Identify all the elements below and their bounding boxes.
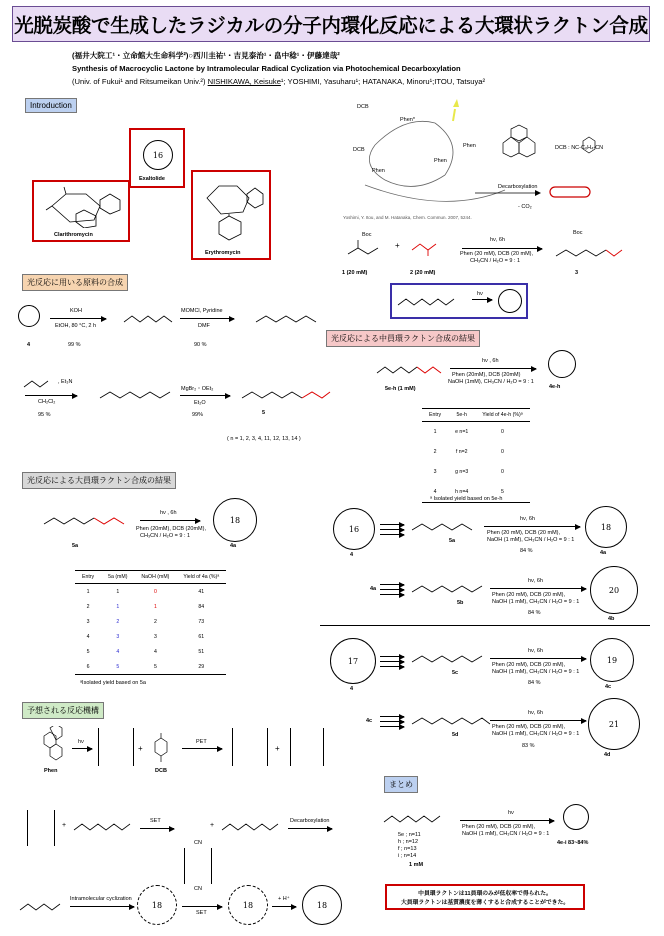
lactone-4-ring	[18, 305, 40, 327]
series2-cond1: Phen (20 mM), DCB (20 mM),	[492, 592, 566, 598]
medium-cond1: Phen (20mM), DCB (20mM)	[452, 372, 521, 378]
mech-decarboxylation: Decarboxylation	[290, 818, 330, 824]
dcb-radical-anion-bracket	[290, 728, 324, 766]
compound-2: 2 (20 mM)	[410, 270, 436, 276]
series1-prod-label: 4a	[600, 550, 607, 556]
cell: 84	[198, 603, 205, 610]
poster-title: 光脱炭酸で生成したラジカルの分子内環化反応による大環状ラクトン合成	[12, 6, 650, 42]
koh-reagent: KOH	[70, 308, 82, 314]
presenter-name: NISHIKAWA, Keisuke	[207, 77, 281, 86]
medium-col-entry: Entry	[422, 409, 448, 422]
concept-arrow	[472, 299, 492, 300]
series3-sub-label: 5c	[452, 670, 459, 676]
boc-label-1: Boc	[362, 232, 372, 238]
large-col-yield: Yield of 4a (%)ᵃ	[176, 571, 226, 584]
cell: 1	[116, 588, 120, 595]
series1-start-ring: 16	[333, 508, 375, 550]
et3n-reagent: , Et₃N	[58, 379, 73, 385]
table-row	[422, 422, 530, 443]
mech-phen-label: Phen	[44, 768, 58, 774]
series3-start-label: 4	[350, 686, 354, 692]
cell: 4	[86, 633, 90, 640]
reference: Yoshimi, Y. Itou, and M. Hatanaka, Chem. Commun. 2007, 5244.	[343, 215, 472, 220]
reaction-plus: +	[395, 241, 400, 250]
series2-substrate	[408, 576, 488, 600]
summary-cond1: Phen (20 mM), DCB (20 mM),	[462, 824, 536, 830]
mom-arrow	[180, 318, 234, 319]
medium-reaction-arrow	[450, 368, 536, 369]
cycle-co2: - CO₂	[518, 204, 532, 210]
summary-product-label: 4e-i 83~84%	[557, 840, 589, 846]
concept-ring	[498, 289, 522, 313]
series4-product-ring: 21	[588, 698, 640, 750]
series1-cond1: Phen (20 mM), DCB (20 mM),	[487, 530, 561, 536]
cell: 5	[475, 482, 529, 503]
product-3-structure	[552, 234, 642, 264]
large-hv: hν , 6h	[160, 510, 177, 516]
erythromycin-structure	[201, 178, 265, 244]
section-materials: 光反応に用いる原料の合成	[22, 274, 128, 291]
mech-set2-arrow	[182, 906, 222, 907]
mech-set: SET	[150, 818, 161, 824]
mech-carboxylate	[70, 818, 138, 838]
cell: e n=1	[455, 429, 469, 435]
boc-cond2: CH₃CN / H₂O = 9 : 1	[470, 258, 521, 264]
summary-sub-f: f ; n=13	[398, 846, 417, 852]
series1-sub-label: 5a	[449, 538, 456, 544]
mech-cn-bottom: CN	[194, 886, 202, 892]
yield-step3: 95 %	[38, 412, 51, 418]
mgbr-reagent: MgBr₂・OEt₂	[181, 386, 214, 392]
series2-hv: hν, 6h	[528, 578, 543, 584]
cell: 0	[500, 469, 504, 475]
series4-start-label: 4c	[366, 718, 373, 724]
dcb-anion-bracket-2	[184, 848, 212, 884]
series2-arrow-c	[380, 594, 404, 595]
momcl-reagent: MOMCl, Pyridine	[181, 308, 223, 314]
series4-arrow-b	[380, 721, 404, 722]
medium-ring-table	[422, 408, 530, 503]
boc-label-2: Boc	[573, 230, 583, 236]
exaltolide-ring: 16	[143, 140, 173, 170]
medium-col-yield: Yield of 4e-h (%)ᵃ	[475, 409, 529, 422]
materials-compound-5: 5	[262, 410, 266, 416]
phen-cation-bracket-2	[27, 810, 55, 846]
series2-main-arrow	[490, 588, 586, 589]
phen-radical-cation-bracket	[232, 728, 268, 766]
series2-start-label: 4a	[370, 586, 377, 592]
mech-plus-2: +	[275, 744, 280, 753]
conclusion-box	[385, 884, 585, 910]
n-values: ( n = 1, 2, 3, 4, 11, 12, 13, 14 )	[227, 436, 301, 442]
medium-substrate-label: 5e-h (1 mM)	[385, 386, 416, 392]
summary-hv: hν	[508, 810, 514, 816]
cell: 5	[101, 659, 134, 675]
cell: 5	[134, 659, 176, 675]
deprotection-arrow	[180, 395, 230, 396]
series1-yield: 84 %	[520, 548, 533, 554]
cell: 2	[86, 603, 90, 610]
large-ring-table	[75, 570, 226, 675]
large-col-5a: 5a (mM)	[101, 571, 134, 584]
mech-plus-3: +	[62, 822, 67, 829]
mech-set-arrow	[140, 828, 174, 829]
yield-step2: 90 %	[194, 342, 207, 348]
series3-prod-label: 4c	[605, 684, 612, 690]
cycle-phen-star: Phen*	[400, 117, 415, 123]
series-divider	[320, 625, 650, 626]
cycle-dcb-top: DCB	[357, 104, 369, 110]
series4-prod-label: 4d	[604, 752, 611, 758]
table-row	[75, 644, 226, 659]
mech-plus-1: +	[138, 744, 143, 753]
english-title: Synthesis of Macrocyclic Lactone by Intramolecular Radical Cyclization via Photochemical Decarboxylation	[72, 64, 461, 73]
hydroxy-acid-structure	[114, 308, 180, 328]
mech-cn-top: CN	[194, 840, 202, 846]
dcb-molecule	[150, 732, 172, 764]
erythromycin-label: Erythromycin	[205, 250, 241, 256]
large-reaction-arrow	[140, 520, 200, 521]
table-row	[75, 659, 226, 675]
summary-substrate	[382, 808, 452, 830]
series2-cond2: NaOH (1 mM), CH₃CN / H₂O = 9 : 1	[492, 599, 580, 605]
series4-sub-label: 5d	[452, 732, 459, 738]
section-introduction: Introduction	[25, 98, 77, 113]
series4-substrate	[408, 708, 492, 732]
series1-arrow-c	[380, 534, 404, 535]
series3-product-ring: 19	[590, 638, 634, 682]
conclusion-line-2: 大員環ラクトンは基質濃度を薄くすると合成することができた。	[400, 900, 570, 906]
excited-phen-bracket	[98, 728, 134, 766]
compound-3: 3	[575, 270, 579, 276]
mech-cyclization-arrow	[70, 906, 134, 907]
medium-cond2: NaOH (1mM), CH₃CN / H₂O = 9 : 1	[448, 379, 534, 385]
affiliation: (Univ. of Fukui¹ and Ritsumeikan Univ.²)	[72, 77, 206, 86]
mech-alkyl-radical	[18, 900, 68, 916]
table-row	[422, 442, 530, 462]
series3-arrow-a	[380, 656, 404, 657]
mech-hv-arrow	[72, 748, 92, 749]
mech-proton-arrow	[272, 906, 296, 907]
et2o-solvent: Et₂O	[194, 400, 206, 406]
boc-cond1: Phen (20 mM), DCB (20 mM),	[460, 251, 534, 257]
conclusion-line-1: 中員環ラクトンは11員環のみが低収率で得られた。	[418, 891, 552, 897]
cell: 5	[86, 648, 90, 655]
series2-product-ring: 20	[590, 566, 638, 614]
cell: 3	[116, 633, 120, 640]
cell: g n=3	[455, 469, 469, 475]
author-block	[72, 49, 485, 88]
boc-reaction-arrow	[462, 248, 542, 249]
summary-sub-h: h ; n=12	[398, 839, 419, 845]
large-cond2: CH₃CN / H₂O = 9 : 1	[140, 533, 191, 539]
koh-conditions: EtOH, 80 °C, 2 h	[55, 323, 97, 329]
cell: 41	[198, 588, 205, 595]
medium-product-label: 4e-h	[549, 384, 561, 390]
cell: 61	[198, 633, 205, 640]
section-summary: まとめ	[384, 776, 418, 793]
mech-pet-arrow	[182, 748, 222, 749]
series1-substrate	[408, 514, 478, 538]
cell: 3	[153, 633, 157, 640]
cell: 1	[86, 588, 90, 595]
series4-cond1: Phen (20 mM), DCB (20 mM),	[492, 724, 566, 730]
concept-hv: hν	[477, 291, 483, 297]
series2-arrow-b	[380, 589, 404, 590]
cell: 6	[75, 659, 101, 675]
mech-product-ring: 18	[302, 885, 342, 925]
large-footnote: ᵃIsolated yield based on 5a	[80, 680, 146, 686]
large-product-ring: 18	[213, 498, 257, 542]
acryloyl-chloride	[20, 375, 60, 393]
concept-box	[390, 283, 528, 319]
exaltolide-label: Exaltolide	[139, 176, 165, 182]
summary-concentration: 1 mM	[409, 862, 424, 868]
dmf-solvent: DMF	[198, 323, 210, 329]
series4-hv: hν, 6h	[528, 710, 543, 716]
clarithromycin-structure	[44, 186, 122, 228]
acrylate-ester-structure	[90, 384, 186, 404]
series2-yield: 84 %	[528, 610, 541, 616]
cell: 1	[116, 603, 120, 610]
cell: 1	[433, 429, 437, 435]
series3-arrow-c	[380, 666, 404, 667]
acrylation-arrow	[25, 395, 77, 396]
cycle-phen-radical: Phen	[372, 168, 385, 174]
phen-structure-label: Phen	[463, 143, 476, 149]
section-large-ring: 光反応による大員環ラクトン合成の結果	[22, 472, 176, 489]
cell: 2	[116, 618, 120, 625]
series3-cond1: Phen (20 mM), DCB (20 mM),	[492, 662, 566, 668]
mech-pet: PET	[196, 739, 207, 745]
substrate-5eh-structure	[375, 357, 449, 381]
large-cond1: Phen (20mM), DCB (20mM),	[136, 526, 206, 532]
coauthors: ¹; YOSHIMI, Yasuharu¹; HATANAKA, Minoru¹;ITOU, Tatsuya²	[280, 77, 486, 86]
table-row	[75, 614, 226, 629]
series3-arrow-b	[380, 661, 404, 662]
series2-prod-label: 4b	[608, 616, 615, 622]
yield-step1: 99 %	[68, 342, 81, 348]
boc-hv: hν, 6h	[490, 237, 505, 243]
cell: 3	[86, 618, 90, 625]
cell: 0	[500, 429, 504, 435]
concept-substrate	[396, 293, 470, 313]
cycle-phen: Phen	[434, 158, 447, 164]
summary-sub-i: i ; n=14	[398, 853, 417, 859]
series3-main-arrow	[490, 658, 586, 659]
series4-main-arrow	[490, 720, 586, 721]
series1-start-label: 4	[350, 552, 354, 558]
table-row	[75, 584, 226, 600]
mech-plus-4: +	[210, 822, 215, 829]
clarithromycin-box	[32, 180, 130, 242]
koh-arrow	[50, 318, 106, 319]
clarithromycin-label: Clarithromycin	[54, 232, 93, 238]
summary-substrate-list	[398, 832, 421, 860]
mech-hv: hν	[78, 739, 84, 745]
mech-radical-ring: 18	[137, 885, 177, 925]
dcb-structure-label: DCB : NC-C₆H₄-CN	[555, 145, 604, 151]
summary-cond2: NaOH (1 mM), CH₃CN / H₂O = 9 : 1	[462, 831, 550, 837]
phen-molecule	[38, 726, 66, 762]
cell: 0	[500, 449, 504, 455]
cycle-decarboxylation: Decarboxylation	[498, 184, 538, 190]
mech-hplus: + H⁺	[278, 896, 290, 902]
affiliation-line	[72, 75, 485, 88]
series3-hv: hν, 6h	[528, 648, 543, 654]
cell: 29	[176, 659, 226, 675]
series3-start-ring: 17	[330, 638, 376, 684]
mech-anion-ring: 18	[228, 885, 268, 925]
authors-jp: (福井大院工¹・立命館大生命科学²)○西川圭祐¹・吉見泰治¹・畠中稔¹・伊藤達哉²	[72, 51, 340, 60]
photo-decarboxylation-cycle	[335, 95, 635, 225]
mech-set2: SET	[196, 910, 207, 916]
series2-arrow-a	[380, 584, 404, 585]
series4-arrow-a	[380, 716, 404, 717]
materials-compound-4: 4	[27, 342, 31, 348]
series1-main-arrow	[484, 526, 580, 527]
series1-hv: hν, 6h	[520, 516, 535, 522]
summary-arrow	[460, 820, 554, 821]
medium-hv: hν , 6h	[482, 358, 499, 364]
cell: 51	[198, 648, 205, 655]
series1-product-ring: 18	[585, 506, 627, 548]
cell: 4	[116, 648, 120, 655]
mech-cyclization: Intramolecular cyclization	[70, 896, 132, 902]
cell: 2	[433, 449, 437, 455]
cell: 1	[153, 603, 157, 610]
cell: 2	[153, 618, 157, 625]
series1-cond2: NaOH (1 mM), CH₃CN / H₂O = 9 : 1	[487, 537, 575, 543]
table-row	[422, 462, 530, 482]
series2-sub-label: 5b	[457, 600, 464, 606]
medium-col-substrate: 5e-h	[448, 409, 475, 422]
large-product-label: 4a	[230, 543, 237, 549]
series3-substrate	[408, 646, 488, 670]
acrylate-structure	[408, 236, 458, 256]
medium-product-ring	[548, 350, 576, 378]
compound-1: 1 (20 mM)	[342, 270, 368, 276]
acrylation-solvent: CH₂Cl₂	[38, 399, 56, 405]
section-medium-ring: 光反応による中員環ラクトン合成の結果	[326, 330, 480, 347]
large-substrate-label: 5a	[72, 543, 79, 549]
medium-footnote: ᵃ Isolated yield based on 5e-h	[430, 496, 503, 502]
series3-cond2: NaOH (1 mM), CH₃CN / H₂O = 9 : 1	[492, 669, 580, 675]
table-row	[75, 629, 226, 644]
cell: 73	[198, 618, 205, 625]
series4-arrow-c	[380, 726, 404, 727]
series4-yield: 83 %	[522, 743, 535, 749]
table-row	[75, 599, 226, 614]
cell: h n=4	[448, 482, 475, 503]
exaltolide-box	[129, 128, 185, 188]
large-col-entry: Entry	[75, 571, 101, 584]
mech-carboxyl-radical	[218, 818, 286, 838]
cell: 4	[422, 482, 448, 503]
cycle-dcb-radical: DCB	[353, 147, 365, 153]
compound-5-structure	[238, 384, 334, 406]
cell: 0	[153, 588, 157, 595]
substrate-5a-structure	[40, 508, 140, 532]
series1-arrow-b	[380, 529, 404, 530]
cell: 4	[153, 648, 157, 655]
cell: f n=2	[455, 449, 468, 455]
series4-cond2: NaOH (1 mM), CH₃CN / H₂O = 9 : 1	[492, 731, 580, 737]
section-mechanism: 予想される反応機構	[22, 702, 104, 719]
large-col-naoh: NaOH (mM)	[134, 571, 176, 584]
yield-step4: 99%	[192, 412, 204, 418]
summary-product-ring	[563, 804, 589, 830]
erythromycin-box	[191, 170, 271, 260]
mech-dcb-label: DCB	[155, 768, 167, 774]
series1-arrow-a	[380, 524, 404, 525]
mom-ester-structure	[240, 308, 336, 328]
mech-decarb-arrow	[288, 828, 332, 829]
cell: 3	[433, 469, 437, 475]
summary-sub-e: 5e ; n=11	[398, 832, 421, 838]
series3-yield: 84 %	[528, 680, 541, 686]
